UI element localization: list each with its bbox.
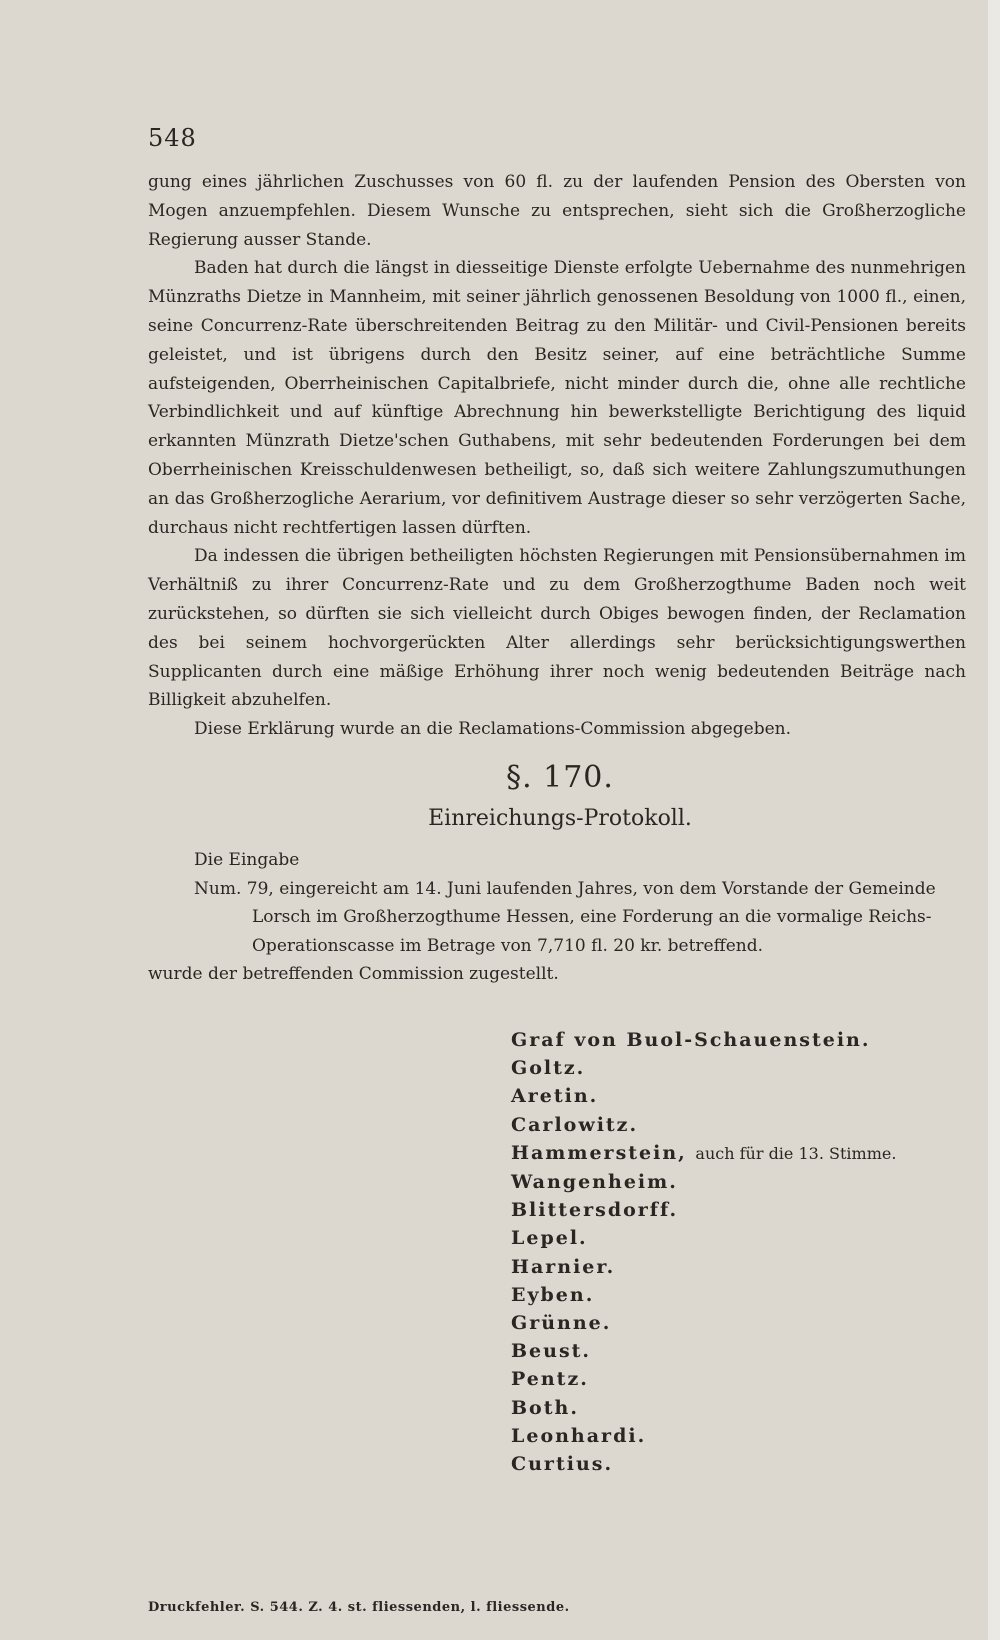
- signature-with-note: [511, 1139, 951, 1168]
- signature-note: auch für die 13. Stimme.: [695, 1143, 897, 1163]
- section-title: §. 170.: [506, 760, 614, 795]
- signature: Curtius.: [511, 1453, 614, 1476]
- entry-line-5: wurde der betreffenden Commission zugestellt.: [148, 964, 559, 985]
- signature: Goltz.: [511, 1057, 586, 1080]
- signature: Harnier.: [511, 1255, 616, 1278]
- signature: Pentz.: [511, 1368, 589, 1391]
- entry-line-4: Operationscasse im Betrage von 7,710 fl. 20 kr. betreffend.: [252, 935, 763, 956]
- entry-line-1: Die Eingabe: [194, 850, 300, 870]
- signature: Beust.: [511, 1340, 592, 1363]
- section-subtitle: Einreichungs-Protokoll.: [428, 806, 692, 831]
- entry-line-3: Lorsch im Großherzogthume Hessen, eine Forderung an die vormalige Reichs-: [252, 907, 932, 928]
- page-number: 548: [148, 124, 197, 152]
- signature: Graf von Buol-Schauenstein.: [511, 1029, 871, 1051]
- paragraph-3: Da indessen die übrigen betheiligten höchsten Regierungen mit Pensionsübernahmen im Verhältniß zu ihrer Concurrenz-Rate und zu dem Großherzogthume Baden noch weit zurückstehen, so dürften sie sich vielleicht durch Obiges bewogen finden, der Reclamation des bei seinem hochvorgerückten Alter allerdings sehr berücksichtigungswerthen Supplicanten durch eine mäßige Erhöhung ihrer noch wenig bedeutenden Beiträge nach Billigkeit abzuhelfen.: [148, 546, 966, 711]
- paragraph-4: Diese Erklärung wurde an die Reclamations-Commission abgegeben.: [194, 719, 792, 740]
- signature-list: [511, 1026, 951, 1478]
- page-edge: [988, 0, 1000, 1640]
- signature: Lepel.: [511, 1227, 588, 1250]
- signature: Both.: [511, 1396, 579, 1419]
- signature: Hammerstein,: [511, 1141, 687, 1164]
- signature: Carlowitz.: [511, 1113, 639, 1136]
- signature: Aretin.: [511, 1085, 599, 1108]
- signature: Wangenheim.: [511, 1171, 678, 1194]
- paragraph-2: Baden hat durch die längst in diesseitige Dienste erfolgte Uebernahme des nunmehrigen Münzraths Dietze in Mannheim, mit seiner jährlich genossenen Besoldung von 1000 fl., einen, seine Concurrenz-Rate überschreitenden Beitrag zu den Militär- und Civil-Pensionen bereits geleistet, und ist übrigens durch den Besitz seiner, auf eine beträchtliche Summe aufsteigenden, Oberrheinischen Capitalbriefe, nicht minder durch die, ohne alle rechtliche Verbindlichkeit und auf künftige Abrechnung hin bewerkstelligte Berichtigung des liquid erkannten Münzrath Dietze'schen Guthabens, mit sehr bedeutenden Forderungen bei dem Oberrheinischen Kreisschuldenwesen betheiligt, so, daß sich weitere Zahlungszumuthungen an das Großherzogliche Aerarium, vor definitivem Austrage dieser so sehr verzögerten Sache, durchaus nicht rechtfertigen lassen dürften.: [148, 258, 966, 538]
- signature: Blittersdorff.: [511, 1199, 679, 1222]
- signature: Eyben.: [511, 1283, 595, 1306]
- body-text: [148, 168, 966, 744]
- signature: Grünne.: [511, 1312, 612, 1335]
- paragraph-1: gung eines jährlichen Zuschusses von 60 fl. zu der laufenden Pension des Obersten von Mogen anzuempfehlen. Diesem Wunsche zu entsprechen, sieht sich die Großherzogliche Regierung ausser Stande.: [148, 172, 966, 250]
- entry-line-2: Num. 79, eingereicht am 14. Juni laufenden Jahres, von dem Vorstande der Gemeinde: [194, 878, 936, 899]
- errata-note: Druckfehler. S. 544. Z. 4. st. fliessenden, l. fliessende.: [148, 1600, 570, 1615]
- submission-entry: [148, 846, 966, 989]
- signature: Leonhardi.: [511, 1424, 647, 1447]
